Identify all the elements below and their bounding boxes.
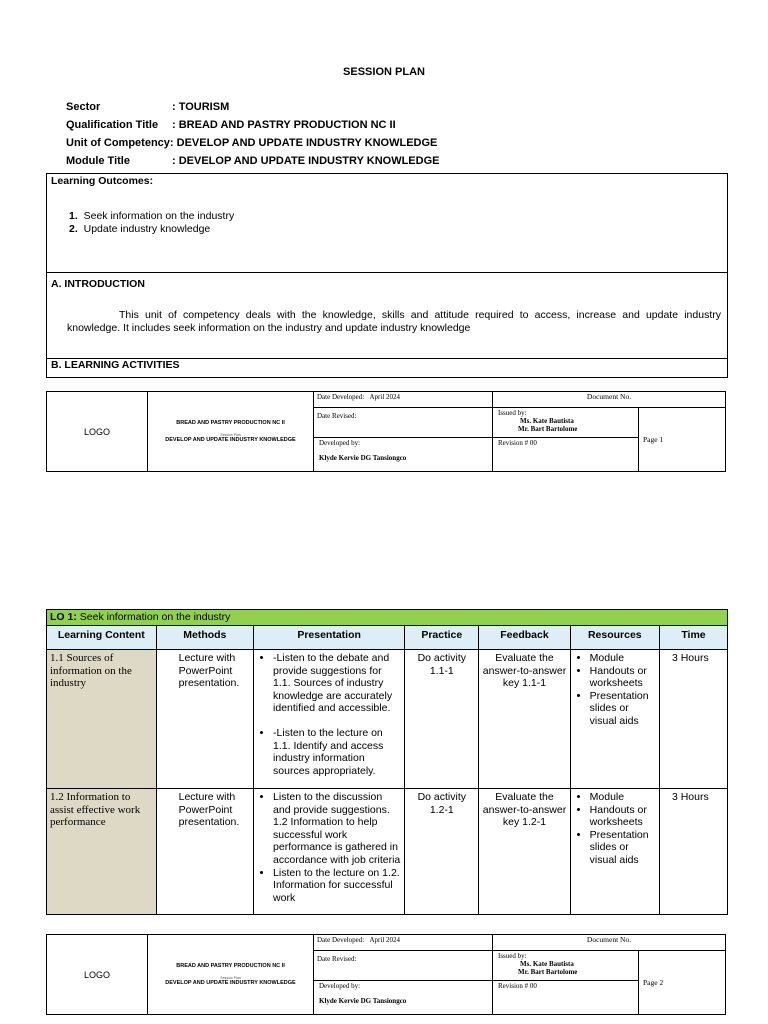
- introduction-text: This unit of competency deals with the knowledge, skills and attitude required to access, increase and update industry knowledge. It includes seek information on the industry and update industry knowledge: [67, 309, 721, 334]
- learning-outcome-item: [69, 210, 234, 222]
- revision-number: Revision # 00: [493, 981, 639, 1015]
- column-header: Feedback: [479, 626, 570, 650]
- field-label: Module Title: [66, 155, 130, 167]
- field-value: : DEVELOP AND UPDATE INDUSTRY KNOWLEDGE: [169, 137, 438, 149]
- learning-activities-heading: B. LEARNING ACTIVITIES: [51, 359, 180, 371]
- field-value: : DEVELOP AND UPDATE INDUSTRY KNOWLEDGE: [172, 155, 440, 167]
- qualification-title-field: [66, 119, 396, 131]
- column-header: Time: [659, 626, 727, 650]
- field-label: Sector: [66, 101, 101, 113]
- logo-placeholder: LOGO: [47, 392, 148, 472]
- presentation-item: • Listen to the discussion and provide suggestions. 1.2 Information to help successful work performance is gathered in accordance with job criteria: [273, 791, 401, 867]
- time-cell: 3 Hours: [659, 789, 727, 915]
- field-value: : BREAD AND PASTRY PRODUCTION NC II: [172, 119, 396, 131]
- document-no-label: Document No.: [493, 935, 726, 951]
- issued-by-cell: [493, 951, 639, 981]
- issuer-name: Ms. Kate Bautista: [520, 960, 574, 968]
- practice-cell: Do activity 1.2-1: [405, 789, 479, 915]
- date-developed-value: April 2024: [369, 936, 401, 944]
- unit-of-competency-field: [66, 137, 437, 149]
- developer-name: Klyde Kervie DG Tansiongco: [319, 997, 407, 1005]
- table-row: [47, 650, 728, 789]
- developer-name: Klyde Kervie DG Tansiongco: [319, 454, 407, 462]
- presentation-item: • -Listen to the lecture on 1.1. Identify and access industry information sources appropriately.: [273, 727, 401, 777]
- resources-cell: [570, 789, 659, 915]
- lo-table: [46, 609, 728, 915]
- page-title: SESSION PLAN: [343, 66, 425, 78]
- sector-field: [66, 101, 229, 113]
- field-label: Unit of Competency: [66, 137, 170, 149]
- resources-cell: [570, 650, 659, 789]
- column-header: Methods: [156, 626, 253, 650]
- date-developed-label: Date Developed:: [317, 393, 365, 401]
- footer-qualification: BREAD AND PASTRY PRODUCTION NC II: [176, 420, 285, 426]
- document-footer: [46, 391, 726, 472]
- methods-cell: Lecture with PowerPoint presentation.: [156, 789, 253, 915]
- resource-item: • Handouts or worksheets: [590, 665, 656, 690]
- introduction-heading: A. INTRODUCTION: [51, 278, 145, 290]
- session-plan-box: [46, 173, 728, 378]
- item-number: 1.: [69, 210, 78, 222]
- column-header: Presentation: [254, 626, 405, 650]
- footer-course-cell: [148, 935, 314, 1015]
- developed-by-label: Developed by:: [319, 982, 361, 990]
- document-footer: [46, 934, 726, 1015]
- date-developed-cell: [314, 392, 493, 408]
- date-developed-label: Date Developed:: [317, 936, 365, 944]
- field-value: : TOURISM: [172, 101, 230, 113]
- time-cell: 3 Hours: [659, 650, 727, 789]
- issuer-name: Mr. Bart Bartolome: [518, 968, 578, 976]
- resource-item: • Handouts or worksheets: [590, 804, 656, 829]
- column-header: Learning Content: [47, 626, 157, 650]
- item-text: Seek information on the industry: [83, 210, 235, 222]
- footer-module: DEVELOP AND UPDATE INDUSTRY KNOWLEDGE: [165, 437, 296, 443]
- footer-course-cell: [148, 392, 314, 472]
- footer-session-plan-label: Session Plan: [220, 433, 241, 437]
- lo-title: Seek information on the industry: [79, 611, 231, 623]
- logo-placeholder: LOGO: [47, 935, 148, 1015]
- column-header: Practice: [405, 626, 479, 650]
- date-developed-cell: [314, 935, 493, 951]
- feedback-cell: Evaluate the answer-to-answer key 1.2-1: [479, 789, 570, 915]
- table-row: [47, 789, 728, 915]
- divider: [47, 272, 727, 273]
- issued-by-label: Issued by:: [498, 409, 527, 417]
- learning-content-cell: 1.2 Information to assist effective work performance: [47, 789, 157, 915]
- date-revised-label: Date Revised:: [314, 408, 493, 438]
- presentation-cell: [254, 789, 405, 915]
- date-revised-label: Date Revised:: [314, 951, 493, 981]
- issuer-name: Ms. Kate Bautista: [520, 417, 574, 425]
- footer-session-plan-label: Session Plan: [220, 976, 241, 980]
- issued-by-cell: [493, 408, 639, 438]
- methods-cell: Lecture with PowerPoint presentation.: [156, 650, 253, 789]
- presentation-cell: [254, 650, 405, 789]
- page-number: Page 2: [639, 951, 726, 1015]
- page-number: Page 1: [639, 408, 726, 472]
- resource-item: • Presentation slides or visual aids: [590, 690, 656, 728]
- learning-outcomes-heading: Learning Outcomes:: [51, 175, 154, 187]
- footer-module: DEVELOP AND UPDATE INDUSTRY KNOWLEDGE: [165, 980, 296, 986]
- document-no-label: Document No.: [493, 392, 726, 408]
- column-header: Resources: [570, 626, 659, 650]
- issuer-name: Mr. Bart Bartolome: [518, 425, 578, 433]
- item-number: 2.: [69, 223, 78, 235]
- feedback-cell: Evaluate the answer-to-answer key 1.1-1: [479, 650, 570, 789]
- resource-item: • Module: [590, 791, 656, 804]
- practice-cell: Do activity 1.1-1: [405, 650, 479, 789]
- item-text: Update industry knowledge: [83, 223, 211, 235]
- presentation-item: • -Listen to the debate and provide suggestions for 1.1. Sources of industry knowledge are accurately identified and accessible.: [273, 652, 401, 715]
- issued-by-label: Issued by:: [498, 952, 527, 960]
- lo-header: [47, 610, 728, 626]
- module-title-field: [66, 155, 439, 167]
- developed-by-cell: [314, 981, 493, 1015]
- presentation-item: • Listen to the lecture on 1.2. Information for successful work: [273, 867, 401, 905]
- developed-by-label: Developed by:: [319, 439, 361, 447]
- footer-qualification: BREAD AND PASTRY PRODUCTION NC II: [176, 963, 285, 969]
- resource-item: • Presentation slides or visual aids: [590, 829, 656, 867]
- lo-label: LO 1:: [50, 611, 77, 623]
- date-developed-value: April 2024: [369, 393, 401, 401]
- resource-item: • Module: [590, 652, 656, 665]
- field-label: Qualification Title: [66, 119, 159, 131]
- developed-by-cell: [314, 438, 493, 472]
- learning-content-cell: 1.1 Sources of information on the industry: [47, 650, 157, 789]
- revision-number: Revision # 00: [493, 438, 639, 472]
- learning-outcome-item: [69, 223, 210, 235]
